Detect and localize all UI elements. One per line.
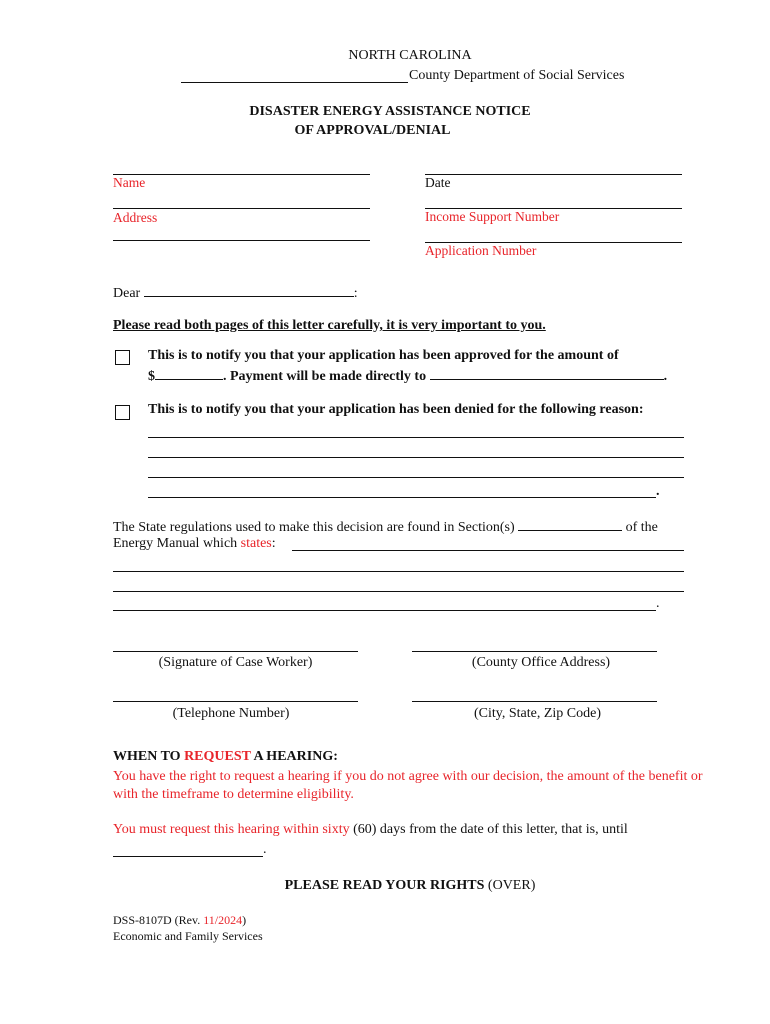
- states-text: states: [240, 536, 272, 551]
- case-worker-label: (Signature of Case Worker): [158, 655, 313, 670]
- city-state-zip-field[interactable]: [412, 701, 657, 702]
- rights-bold: PLEASE READ YOUR RIGHTS: [284, 878, 485, 893]
- approval-period: .: [663, 369, 668, 384]
- approval-line1: This is to notify you that your application has been approved for the amount of: [148, 348, 619, 363]
- regulations-line2: [113, 536, 276, 552]
- rights-over: (OVER): [487, 878, 536, 893]
- form-title-line1: DISASTER ENERGY ASSISTANCE NOTICE: [249, 104, 531, 119]
- hearing-heading: [113, 749, 338, 765]
- case-worker-signature-field[interactable]: [113, 651, 358, 652]
- energy-manual-text: Energy Manual which: [113, 536, 238, 551]
- approval-checkbox[interactable]: [115, 350, 130, 365]
- form-number: [113, 913, 246, 928]
- states-colon: :: [271, 536, 276, 551]
- application-number-label: Application Number: [425, 243, 537, 258]
- state-text: NORTH CAROLINA: [348, 48, 472, 63]
- rev-date: 11/2024: [203, 913, 243, 927]
- regulation-statement-line2[interactable]: [113, 571, 684, 572]
- telephone-field[interactable]: [113, 701, 358, 702]
- denial-reason-line4[interactable]: [148, 497, 656, 498]
- payment-text: . Payment will be made directly to: [223, 369, 427, 384]
- hearing-deadline-black: (60) days from the date of this letter, that is, until: [353, 822, 628, 837]
- regulations-period: .: [656, 596, 660, 611]
- of-the-text: of the: [625, 520, 658, 535]
- division-name: Economic and Family Services: [113, 929, 263, 943]
- form-close-paren: ): [242, 913, 247, 927]
- section-blank[interactable]: [518, 518, 622, 531]
- hearing-deadline-red: You must request this hearing within sixty: [113, 822, 350, 837]
- telephone-label: (Telephone Number): [172, 706, 290, 721]
- denial-period: .: [656, 484, 660, 499]
- date-field[interactable]: [425, 174, 682, 175]
- denial-reason-line1[interactable]: [148, 437, 684, 438]
- denial-reason-line3[interactable]: [148, 477, 684, 478]
- regulation-statement-line1[interactable]: [292, 550, 684, 551]
- department-label: County Department of Social Services: [409, 68, 625, 83]
- address-label: Address: [113, 210, 158, 225]
- salutation: [113, 283, 358, 302]
- heading-rest: A HEARING:: [253, 749, 338, 764]
- dollar-sign: $: [148, 369, 155, 384]
- denial-checkbox[interactable]: [115, 405, 130, 420]
- salutation-colon: :: [353, 286, 358, 301]
- heading-when: WHEN TO: [113, 749, 181, 764]
- income-support-number-label: Income Support Number: [425, 209, 560, 224]
- approval-line2: [148, 367, 667, 385]
- denial-reason-line2[interactable]: [148, 457, 684, 458]
- recipient-blank[interactable]: [144, 283, 354, 297]
- regulations-line1: [113, 518, 658, 536]
- hearing-deadline-date-field[interactable]: [113, 856, 263, 857]
- address-field-line2[interactable]: [113, 240, 370, 241]
- regulation-statement-line4[interactable]: [113, 610, 656, 611]
- name-field[interactable]: [113, 174, 370, 175]
- denial-text: This is to notify you that your application has been denied for the following reason:: [148, 402, 644, 417]
- form-title-line2: OF APPROVAL/DENIAL: [294, 123, 451, 138]
- date-label: Date: [425, 175, 451, 190]
- name-label: Name: [113, 175, 146, 190]
- county-blank[interactable]: [181, 82, 408, 83]
- address-field-line1[interactable]: [113, 208, 370, 209]
- hearing-deadline-period: .: [263, 842, 267, 857]
- rights-notice: [0, 878, 770, 894]
- hearing-deadline-line1: [113, 822, 628, 838]
- instruction-text: Please read both pages of this letter carefully, it is very important to you.: [113, 318, 546, 333]
- heading-request: REQUEST: [184, 749, 251, 764]
- regulations-text: The State regulations used to make this decision are found in Section(s): [113, 520, 515, 535]
- amount-blank[interactable]: [155, 367, 223, 380]
- county-office-address-field[interactable]: [412, 651, 657, 652]
- hearing-right-paragraph: You have the right to request a hearing if you do not agree with our decision, the amount of the benefit or with the timeframe to determine eligibility.: [113, 769, 703, 802]
- city-state-zip-label: (City, State, Zip Code): [473, 706, 602, 721]
- form-prefix: DSS-8107D (Rev.: [113, 913, 201, 927]
- state-heading: [0, 48, 770, 64]
- regulation-statement-line3[interactable]: [113, 591, 684, 592]
- payee-blank[interactable]: [430, 367, 664, 380]
- county-office-label: (County Office Address): [471, 655, 611, 670]
- dear-text: Dear: [113, 286, 141, 301]
